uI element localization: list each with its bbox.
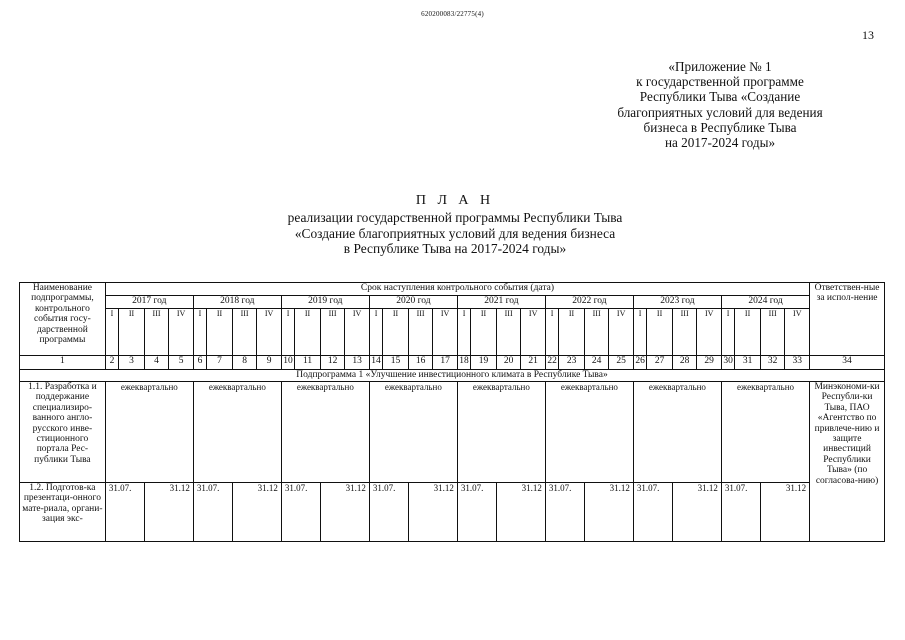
quarter-header: I — [369, 309, 382, 356]
appendix-line: «Приложение № 1 — [668, 59, 772, 74]
heading-line: «Создание благоприятных условий для ведения бизнеса — [294, 225, 616, 241]
column-number: 25 — [609, 356, 634, 370]
column-number: 11 — [295, 356, 321, 370]
column-number: 4 — [144, 356, 169, 370]
quarter-header: I — [281, 309, 294, 356]
quarter-header: IV — [169, 309, 194, 356]
heading-line: реализации государственной программы Республики Тыва — [287, 210, 623, 225]
table-row — [20, 382, 885, 483]
year-header: 2023 год — [633, 296, 721, 309]
date-cell: 31.12 — [760, 483, 809, 542]
period-header: Срок наступления контрольного события (дата) — [105, 283, 809, 296]
event-name: 1.1. Разработка и поддержание специализиро-ванного англо-русского инве-стиционного портала Рес-публики Тыва — [20, 382, 106, 483]
header-row — [20, 283, 885, 296]
quarter-header: II — [735, 309, 761, 356]
quarter-header: II — [383, 309, 409, 356]
plan-table — [19, 282, 885, 542]
quarter-header: II — [559, 309, 585, 356]
column-number: 9 — [257, 356, 282, 370]
frequency-cell: ежеквартально — [457, 382, 545, 483]
date-cell: 31.07. — [105, 483, 144, 542]
column-number: 23 — [559, 356, 585, 370]
quarter-header: IV — [521, 309, 546, 356]
appendix-line: благоприятных условий для ведения — [617, 104, 823, 120]
responsible-cell: Минэкономи-ки Республи-ки Тыва, ПАО «Агентство по привлече-нию и защите инвестиций Республики Тыва» (по согласова-нию) — [810, 382, 885, 542]
appendix-line: Республики Тыва «Создание — [639, 89, 801, 105]
quarter-header: III — [760, 309, 785, 356]
appendix-line: бизнеса в Республике Тыва — [643, 119, 797, 135]
appendix-line: к государственной программе — [636, 74, 804, 90]
date-cell: 31.07. — [633, 483, 672, 542]
column-number: 17 — [433, 356, 458, 370]
date-cell: 31.07. — [545, 483, 584, 542]
column-number: 28 — [672, 356, 697, 370]
column-number: 10 — [281, 356, 294, 370]
appendix-line: на 2017-2024 годы» — [664, 135, 776, 151]
year-header: 2018 год — [193, 296, 281, 309]
date-cell: 31.12 — [144, 483, 193, 542]
year-header: 2024 год — [721, 296, 809, 309]
frequency-cell: ежеквартально — [281, 382, 369, 483]
document-id: 620200083/22775(4) — [421, 10, 484, 18]
quarter-header: IV — [257, 309, 282, 356]
table-row — [20, 483, 885, 542]
column-number-row — [20, 356, 885, 370]
quarter-header: I — [457, 309, 470, 356]
appendix-note — [595, 59, 845, 150]
date-cell: 31.07. — [281, 483, 320, 542]
column-number: 32 — [760, 356, 785, 370]
quarter-row — [20, 309, 885, 356]
subprogram-row — [20, 370, 885, 382]
quarter-header: II — [207, 309, 233, 356]
year-header: 2020 год — [369, 296, 457, 309]
column-number: 27 — [647, 356, 673, 370]
column-number: 15 — [383, 356, 409, 370]
frequency-cell: ежеквартально — [193, 382, 281, 483]
column-number: 3 — [119, 356, 145, 370]
quarter-header: II — [119, 309, 145, 356]
date-cell: 31.12 — [496, 483, 545, 542]
quarter-header: III — [144, 309, 169, 356]
year-header: 2022 год — [545, 296, 633, 309]
quarter-header: I — [105, 309, 118, 356]
column-number: 30 — [721, 356, 734, 370]
quarter-header: III — [496, 309, 521, 356]
quarter-header: I — [633, 309, 646, 356]
quarter-header: I — [545, 309, 558, 356]
quarter-header: III — [584, 309, 609, 356]
year-header: 2019 год — [281, 296, 369, 309]
page-number: 13 — [862, 28, 874, 42]
date-cell: 31.12 — [672, 483, 721, 542]
year-header: 2021 год — [457, 296, 545, 309]
subprogram-title: Подпрограмма 1 «Улучшение инвестиционного климата в Республике Тыва» — [20, 370, 885, 382]
frequency-cell: ежеквартально — [545, 382, 633, 483]
quarter-header: IV — [345, 309, 370, 356]
frequency-cell: ежеквартально — [369, 382, 457, 483]
date-cell: 31.12 — [320, 483, 369, 542]
name-column-header: Наименование подпрограммы, контрольного события госу-дарственной программы — [20, 283, 106, 356]
column-number: 19 — [471, 356, 497, 370]
heading-title: П Л А Н — [415, 193, 495, 208]
heading-line: в Республике Тыва на 2017-2024 годы» — [343, 241, 567, 256]
column-number: 16 — [408, 356, 433, 370]
column-number: 14 — [369, 356, 382, 370]
date-cell: 31.07. — [457, 483, 496, 542]
quarter-header: I — [193, 309, 206, 356]
quarter-header: III — [320, 309, 345, 356]
year-row — [20, 296, 885, 309]
column-number: 13 — [345, 356, 370, 370]
date-cell: 31.12 — [232, 483, 281, 542]
quarter-header: IV — [433, 309, 458, 356]
column-number: 7 — [207, 356, 233, 370]
quarter-header: II — [647, 309, 673, 356]
quarter-header: IV — [609, 309, 634, 356]
quarter-header: III — [408, 309, 433, 356]
quarter-header: IV — [785, 309, 810, 356]
column-number: 26 — [633, 356, 646, 370]
frequency-cell: ежеквартально — [105, 382, 193, 483]
date-cell: 31.12 — [408, 483, 457, 542]
column-number: 12 — [320, 356, 345, 370]
column-number: 5 — [169, 356, 194, 370]
quarter-header: IV — [697, 309, 722, 356]
quarter-header: II — [295, 309, 321, 356]
quarter-header: III — [672, 309, 697, 356]
date-cell: 31.07. — [193, 483, 232, 542]
column-number: 6 — [193, 356, 206, 370]
quarter-header: I — [721, 309, 734, 356]
column-number: 1 — [20, 356, 106, 370]
quarter-header: III — [232, 309, 257, 356]
column-number: 21 — [521, 356, 546, 370]
frequency-cell: ежеквартально — [633, 382, 721, 483]
date-cell: 31.12 — [584, 483, 633, 542]
column-number: 29 — [697, 356, 722, 370]
column-number: 2 — [105, 356, 118, 370]
column-number: 20 — [496, 356, 521, 370]
document-heading — [245, 192, 665, 257]
responsible-column-header: Ответствен-ные за испол-нение — [810, 283, 885, 356]
year-header: 2017 год — [105, 296, 193, 309]
column-number: 18 — [457, 356, 470, 370]
column-number: 31 — [735, 356, 761, 370]
column-number: 24 — [584, 356, 609, 370]
event-name: 1.2. Подготов-ка презентаци-онного мате-риала, органи-зация экс- — [20, 483, 106, 542]
column-number: 22 — [545, 356, 558, 370]
column-number: 33 — [785, 356, 810, 370]
column-number: 8 — [232, 356, 257, 370]
quarter-header: II — [471, 309, 497, 356]
column-number: 34 — [810, 356, 885, 370]
frequency-cell: ежеквартально — [721, 382, 809, 483]
date-cell: 31.07. — [721, 483, 760, 542]
date-cell: 31.07. — [369, 483, 408, 542]
